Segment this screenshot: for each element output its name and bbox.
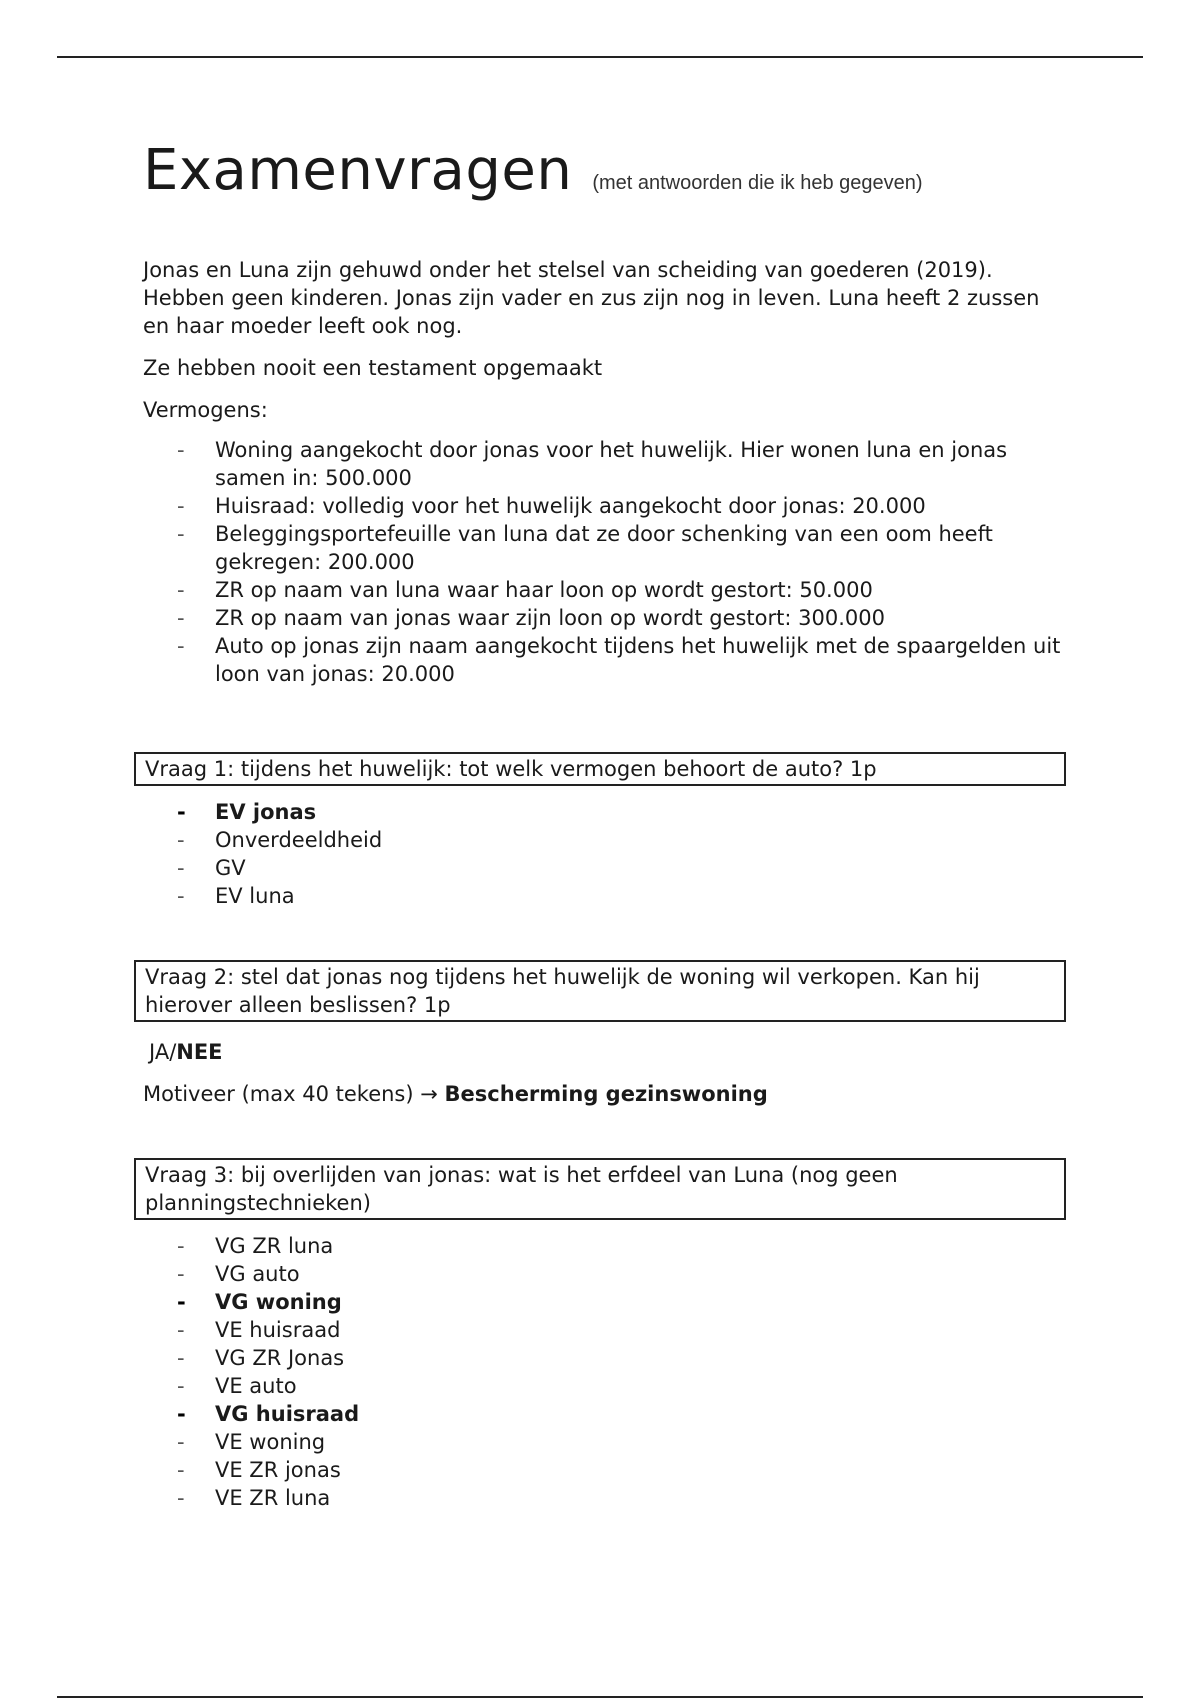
answer-option-selected: - VG huisraad [177, 1402, 360, 1426]
dash-bullet: - [177, 494, 185, 518]
answer-option: - VG ZR luna [177, 1234, 334, 1258]
list-item: - Beleggingsportefeuille van luna dat ze door schenking van een oom heeft gekregen: 200.000 [177, 522, 993, 574]
dash-bullet: - [177, 578, 185, 602]
answer-option: - VE woning [177, 1430, 326, 1454]
answer-option: - Onverdeeldheid [177, 828, 383, 852]
page-title: Examenvragen [143, 138, 573, 203]
answer-option: - VE auto [177, 1374, 297, 1398]
vraag-3-box: Vraag 3: bij overlijden van jonas: wat is het erfdeel van Luna (nog geen planningstechnieken) [134, 1158, 1066, 1220]
vraag-3-options [143, 1232, 1063, 1512]
page-subtitle: (met antwoorden die ik heb gegeven) [592, 172, 923, 194]
answer-option: - VE ZR jonas [177, 1458, 341, 1482]
list-item: - Woning aangekocht door jonas voor het huwelijk. Hier wonen luna en jonas samen in: 500.000 [177, 438, 1008, 490]
answer-option: - VE huisraad [177, 1318, 341, 1342]
ja-label: JA/ [149, 1040, 177, 1064]
answer-option: - VG auto [177, 1262, 300, 1286]
ja-nee-answer [143, 1038, 1063, 1066]
dash-bullet: - [177, 634, 185, 658]
dash-bullet: - [177, 522, 185, 546]
nee-label-selected: NEE [176, 1040, 223, 1064]
arrow-icon: → [420, 1082, 438, 1106]
vermogens-list [143, 436, 1063, 688]
motiveer-label: Motiveer (max 40 tekens) [143, 1082, 414, 1106]
answer-option: - VE ZR luna [177, 1486, 331, 1510]
dash-bullet: - [177, 606, 185, 630]
intro-paragraph: Jonas en Luna zijn gehuwd onder het stelsel van scheiding van goederen (2019). Hebben geen kinderen. Jonas zijn vader en zus zijn nog in leven. Luna heeft 2 zussen en haar moeder leeft ook nog. [143, 258, 1040, 338]
answer-option-selected: - VG woning [177, 1290, 342, 1314]
vraag-1-box: Vraag 1: tijdens het huwelijk: tot welk vermogen behoort de auto? 1p [134, 752, 1066, 786]
document-body [143, 138, 1063, 1512]
dash-bullet: - [177, 438, 185, 462]
motiveer-answer: Bescherming gezinswoning [444, 1082, 768, 1106]
vraag-1-options [143, 798, 1063, 910]
vermogens-label: Vermogens: [143, 398, 268, 422]
answer-option: - VG ZR Jonas [177, 1346, 345, 1370]
answer-option: - GV [177, 856, 246, 880]
testament-paragraph: Ze hebben nooit een testament opgemaakt [143, 356, 603, 380]
bottom-rule [57, 1696, 1143, 1698]
answer-option-selected: - EV jonas [177, 800, 317, 824]
title-row [143, 138, 1063, 216]
vraag-2-box: Vraag 2: stel dat jonas nog tijdens het huwelijk de woning wil verkopen. Kan hij hierover alleen beslissen? 1p [134, 960, 1066, 1022]
list-item: - Huisraad: volledig voor het huwelijk aangekocht door jonas: 20.000 [177, 494, 926, 518]
list-item: - ZR op naam van luna waar haar loon op wordt gestort: 50.000 [177, 578, 873, 602]
list-item: - ZR op naam van jonas waar zijn loon op wordt gestort: 300.000 [177, 606, 885, 630]
answer-option: - EV luna [177, 884, 295, 908]
list-item: - Auto op jonas zijn naam aangekocht tijdens het huwelijk met de spaargelden uit loon van jonas: 20.000 [177, 634, 1061, 686]
top-rule [57, 56, 1143, 58]
motiveer-line [143, 1080, 1063, 1108]
